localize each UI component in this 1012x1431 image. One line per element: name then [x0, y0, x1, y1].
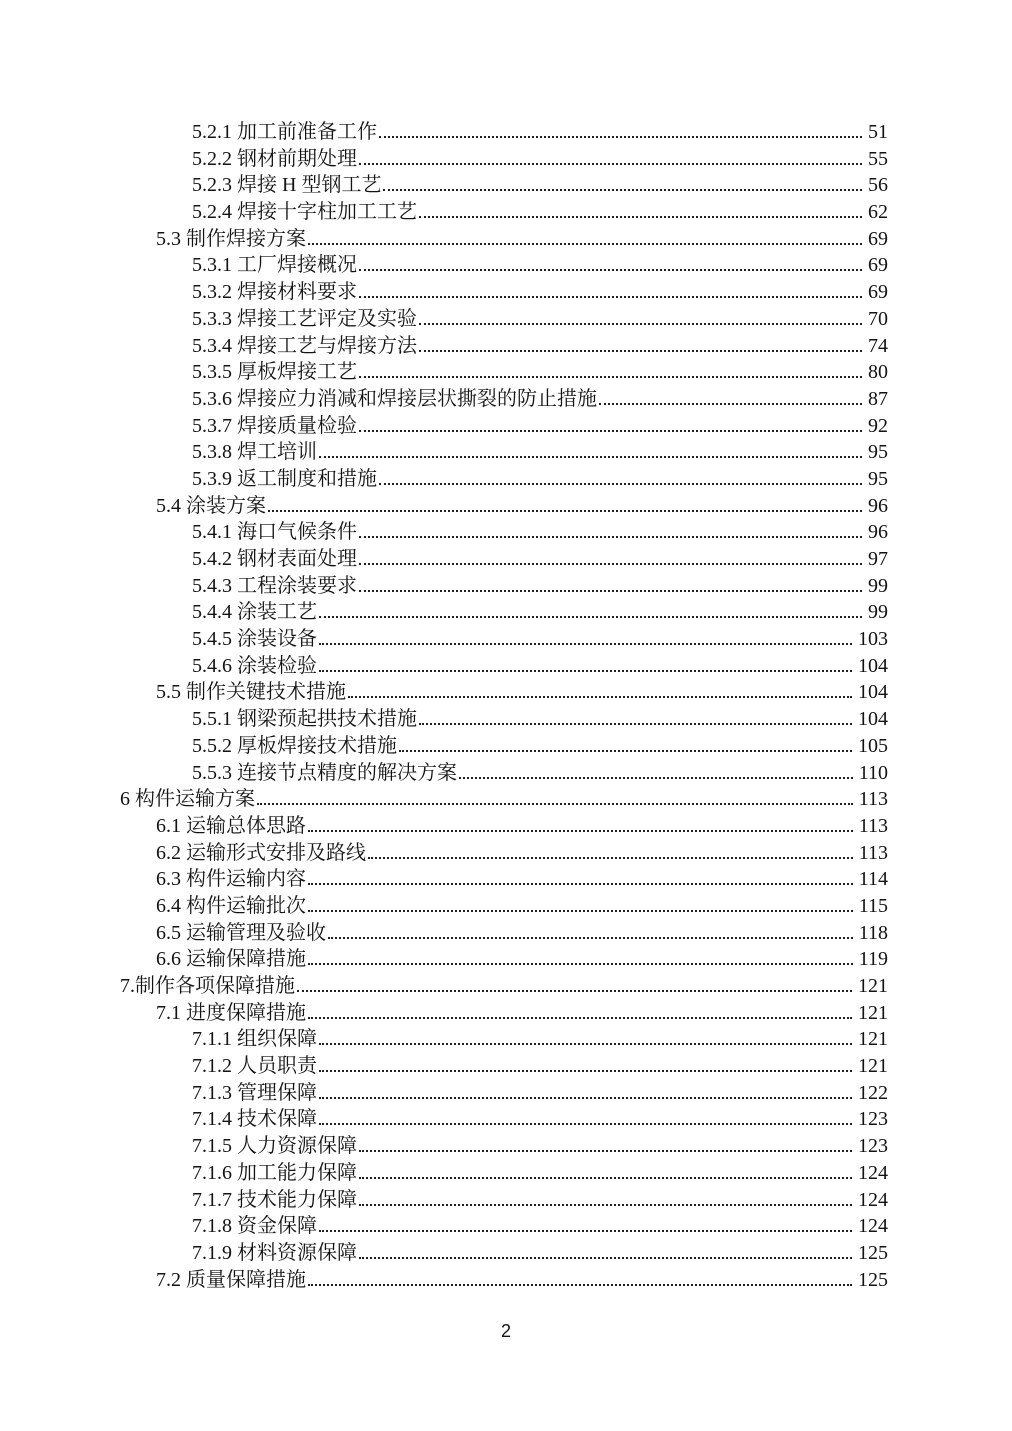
- toc-entry-label: 5.2.3 焊接 H 型钢工艺: [192, 174, 382, 197]
- toc-entry-label: 5.4.1 海口气候条件: [192, 521, 357, 544]
- toc-entry-label: 5.3.2 焊接材料要求: [192, 281, 357, 304]
- toc-entry[interactable]: [120, 119, 888, 146]
- toc-entry-label: 7.1.8 资金保障: [192, 1215, 317, 1238]
- dot-leader: [308, 910, 853, 912]
- toc-entry[interactable]: [120, 653, 888, 680]
- toc-entry-label: 7.1.1 组织保障: [192, 1028, 317, 1051]
- dot-leader: [319, 643, 852, 645]
- toc-entry-page: 121: [858, 1055, 888, 1078]
- toc-entry-page: 110: [858, 761, 888, 784]
- toc-entry[interactable]: [120, 1133, 888, 1160]
- toc-entry-label: 5.5.3 连接节点精度的解决方案: [192, 761, 457, 784]
- toc-entry[interactable]: [120, 973, 888, 1000]
- toc-entry[interactable]: [120, 1000, 888, 1027]
- toc-entry-page: 62: [868, 201, 888, 224]
- toc-entry[interactable]: [120, 1053, 888, 1080]
- toc-entry-label: 6.4 构件运输批次: [156, 894, 306, 917]
- toc-entry[interactable]: [120, 679, 888, 706]
- toc-entry-page: 121: [858, 975, 888, 997]
- toc-entry-page: 121: [858, 1001, 888, 1024]
- dot-leader: [383, 189, 862, 191]
- dot-leader: [308, 243, 862, 245]
- toc-entry-label: 5.2.4 焊接十字柱加工工艺: [192, 201, 417, 224]
- toc-entry-label: 5.4.5 涂装设备: [192, 628, 317, 651]
- toc-entry-label: 7.1.3 管理保障: [192, 1081, 317, 1104]
- dot-leader: [319, 456, 862, 458]
- dot-leader: [599, 403, 862, 405]
- dot-leader: [359, 1204, 852, 1206]
- toc-entry-label: 7.1.2 人员职责: [192, 1055, 317, 1078]
- toc-entry-label: 7.1.9 材料资源保障: [192, 1241, 357, 1264]
- toc-entry-label: 5.3 制作焊接方案: [156, 227, 306, 250]
- dot-leader: [419, 216, 862, 218]
- dot-leader: [359, 536, 862, 538]
- toc-entry[interactable]: [120, 546, 888, 573]
- toc-entry[interactable]: [120, 866, 888, 893]
- toc-entry-page: 123: [858, 1108, 888, 1131]
- toc-entry[interactable]: [120, 413, 888, 440]
- dot-leader: [308, 963, 853, 965]
- toc-entry-page: 99: [868, 601, 888, 624]
- toc-entry[interactable]: [120, 359, 888, 386]
- dot-leader: [359, 269, 862, 271]
- toc-entry-label: 5.4.2 钢材表面处理: [192, 548, 357, 570]
- toc-entry[interactable]: [120, 920, 888, 947]
- dot-leader: [379, 483, 862, 485]
- dot-leader: [359, 430, 862, 432]
- dot-leader: [268, 510, 862, 512]
- toc-entry-label: 5.3.7 焊接质量检验: [192, 414, 357, 437]
- toc-entry-label: 5.5 制作关键技术措施: [156, 681, 346, 704]
- toc-entry[interactable]: [120, 760, 888, 787]
- toc-entry-label: 6.1 运输总体思路: [156, 814, 306, 837]
- toc-entry-label: 5.4.3 工程涂装要求: [192, 574, 357, 597]
- toc-entry-label: 6.3 构件运输内容: [156, 868, 306, 891]
- dot-leader: [297, 990, 852, 992]
- toc-entry-page: 104: [858, 654, 888, 677]
- toc-entry[interactable]: [120, 1267, 888, 1294]
- toc-entry-label: 7.1.4 技术保障: [192, 1108, 317, 1131]
- toc-entry[interactable]: [120, 1187, 888, 1214]
- toc-entry[interactable]: [120, 306, 888, 333]
- toc-entry-label: 5.5.1 钢梁预起拱技术措施: [192, 708, 417, 731]
- dot-leader: [419, 350, 862, 352]
- toc-entry-page: 92: [868, 414, 888, 437]
- toc-entry[interactable]: [120, 493, 888, 520]
- toc-entry[interactable]: [120, 386, 888, 413]
- toc-entry-label: 7.1.5 人力资源保障: [192, 1135, 357, 1158]
- toc-entry-page: 119: [858, 948, 888, 971]
- toc-entry[interactable]: [120, 786, 888, 813]
- toc-entry[interactable]: [120, 466, 888, 493]
- toc-entry[interactable]: [120, 1213, 888, 1240]
- toc-entry-label: 6 构件运输方案: [120, 788, 255, 811]
- toc-entry-label: 5.4.6 涂装检验: [192, 654, 317, 677]
- toc-entry[interactable]: [120, 706, 888, 733]
- toc-entry-label: 5.2.1 加工前准备工作: [192, 121, 377, 143]
- toc-entry[interactable]: [120, 279, 888, 306]
- dot-leader: [319, 670, 852, 672]
- toc-list: [120, 119, 888, 1293]
- dot-leader: [379, 136, 862, 138]
- page-number: 2: [500, 1321, 511, 1341]
- toc-entry[interactable]: [120, 1160, 888, 1187]
- toc-entry-page: 103: [858, 628, 888, 651]
- toc-entry[interactable]: [120, 946, 888, 973]
- toc-entry-page: 95: [868, 441, 888, 464]
- dot-leader: [308, 1017, 852, 1019]
- toc-entry-label: 7.1.7 技术能力保障: [192, 1188, 357, 1211]
- toc-entry[interactable]: [120, 1026, 888, 1053]
- dot-leader: [319, 1097, 852, 1099]
- toc-entry-label: 5.3.8 焊工培训: [192, 441, 317, 464]
- toc-entry-label: 6.2 运输形式安排及路线: [156, 841, 366, 864]
- toc-entry[interactable]: [120, 1240, 888, 1267]
- dot-leader: [399, 750, 852, 752]
- toc-entry[interactable]: [120, 172, 888, 199]
- toc-entry-label: 5.3.5 厚板焊接工艺: [192, 361, 357, 384]
- toc-entry-page: 105: [858, 734, 888, 757]
- toc-entry-page: 70: [868, 307, 888, 330]
- page-footer: [0, 1321, 1012, 1342]
- toc-entry-label: 6.6 运输保障措施: [156, 948, 306, 971]
- dot-leader: [319, 1230, 852, 1232]
- toc-entry-page: 69: [868, 227, 888, 250]
- toc-entry-page: 124: [858, 1188, 888, 1211]
- toc-entry-page: 121: [858, 1028, 888, 1051]
- toc-entry-label: 7.1.6 加工能力保障: [192, 1161, 357, 1184]
- toc-entry-page: 123: [858, 1135, 888, 1158]
- dot-leader: [319, 1123, 852, 1125]
- dot-leader: [359, 296, 862, 298]
- dot-leader: [308, 883, 853, 885]
- dot-leader: [359, 1177, 852, 1179]
- toc-entry-label: 5.5.2 厚板焊接技术措施: [192, 734, 397, 757]
- toc-entry-label: 6.5 运输管理及验收: [156, 921, 326, 944]
- toc-entry-page: 125: [858, 1241, 888, 1264]
- dot-leader: [328, 937, 853, 939]
- dot-leader: [348, 696, 852, 698]
- toc-entry-page: 87: [868, 387, 888, 410]
- toc-entry-page: 115: [858, 894, 888, 917]
- toc-entry-page: 55: [868, 147, 888, 170]
- dot-leader: [419, 723, 852, 725]
- dot-leader: [319, 1070, 852, 1072]
- toc-entry-page: 51: [868, 121, 888, 143]
- toc-entry-page: 56: [868, 174, 888, 197]
- toc-entry-page: 69: [868, 254, 888, 277]
- toc-entry-page: 96: [868, 494, 888, 517]
- dot-leader: [459, 777, 853, 779]
- toc-entry[interactable]: [120, 226, 888, 253]
- toc-entry[interactable]: [120, 599, 888, 626]
- dot-leader: [359, 1257, 852, 1259]
- toc-entry-label: 7.制作各项保障措施: [120, 975, 295, 997]
- toc-entry[interactable]: [120, 573, 888, 600]
- dot-leader: [308, 830, 853, 832]
- dot-leader: [359, 163, 862, 165]
- toc-entry-label: 5.3.3 焊接工艺评定及实验: [192, 307, 417, 330]
- toc-entry-page: 125: [858, 1268, 888, 1291]
- toc-entry[interactable]: [120, 333, 888, 360]
- toc-entry-label: 5.4.4 涂装工艺: [192, 601, 317, 624]
- toc-entry[interactable]: [120, 813, 888, 840]
- toc-entry[interactable]: [120, 199, 888, 226]
- toc-entry-page: 97: [868, 548, 888, 570]
- toc-entry[interactable]: [120, 1080, 888, 1107]
- toc-entry[interactable]: [120, 893, 888, 920]
- dot-leader: [419, 323, 862, 325]
- toc-entry-page: 113: [858, 788, 888, 811]
- toc-entry-page: 80: [868, 361, 888, 384]
- toc-entry-page: 99: [868, 574, 888, 597]
- toc-entry-label: 7.2 质量保障措施: [156, 1268, 306, 1291]
- toc-entry-page: 124: [858, 1161, 888, 1184]
- dot-leader: [359, 563, 862, 565]
- toc-entry[interactable]: [120, 146, 888, 173]
- toc-entry[interactable]: [120, 519, 888, 546]
- toc-entry[interactable]: [120, 626, 888, 653]
- dot-leader: [319, 1043, 852, 1045]
- toc-entry-label: 5.3.9 返工制度和措施: [192, 467, 377, 490]
- toc-entry[interactable]: [120, 1106, 888, 1133]
- dot-leader: [359, 1150, 852, 1152]
- toc-entry-label: 5.3.6 焊接应力消减和焊接层状撕裂的防止措施: [192, 387, 597, 410]
- dot-leader: [359, 376, 862, 378]
- toc-entry[interactable]: [120, 733, 888, 760]
- dot-leader: [319, 616, 862, 618]
- dot-leader: [359, 590, 862, 592]
- toc-entry-page: 113: [858, 814, 888, 837]
- toc-entry-page: 104: [858, 708, 888, 731]
- toc-entry-page: 124: [858, 1215, 888, 1238]
- toc-entry-label: 5.3.1 工厂焊接概况: [192, 254, 357, 277]
- toc-entry-page: 118: [858, 921, 888, 944]
- toc-entry-page: 96: [868, 521, 888, 544]
- toc-entry-label: 7.1 进度保障措施: [156, 1001, 306, 1024]
- toc-entry-page: 95: [868, 467, 888, 490]
- toc-entry-label: 5.4 涂装方案: [156, 494, 266, 517]
- toc-entry[interactable]: [120, 840, 888, 867]
- dot-leader: [257, 803, 853, 805]
- toc-entry-page: 104: [858, 681, 888, 704]
- toc-entry-page: 122: [858, 1081, 888, 1104]
- dot-leader: [368, 857, 853, 859]
- toc-entry-page: 69: [868, 281, 888, 304]
- dot-leader: [308, 1284, 852, 1286]
- toc-entry-label: 5.3.4 焊接工艺与焊接方法: [192, 334, 417, 357]
- toc-entry[interactable]: [120, 439, 888, 466]
- toc-entry-page: 74: [868, 334, 888, 357]
- toc-entry-page: 114: [858, 868, 888, 891]
- toc-entry[interactable]: [120, 252, 888, 279]
- toc-entry-label: 5.2.2 钢材前期处理: [192, 147, 357, 170]
- toc-entry-page: 113: [858, 841, 888, 864]
